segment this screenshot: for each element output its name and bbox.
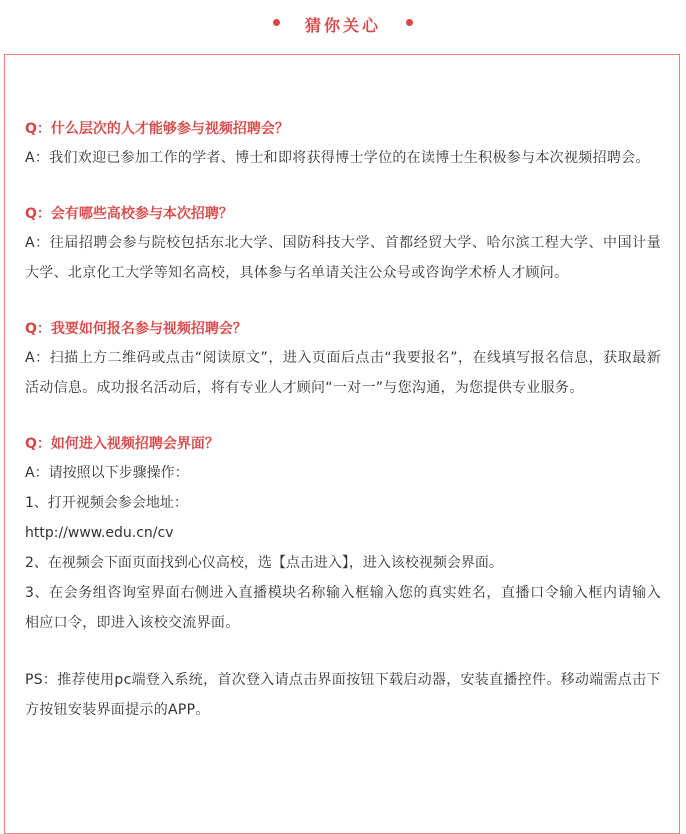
left-dot-icon	[273, 19, 280, 26]
faq-step: A：请按照以下步骤操作：	[25, 465, 189, 481]
faq-item	[25, 430, 661, 638]
faq-answer: A：扫描上方二维码或点击“阅读原文”，进入页面后点击“我要报名”，在线填写报名信息，获取最新活动信息。成功报名活动后，将有专业人才顾问“一对一”与您沟通，为您提供专业服务。	[25, 350, 661, 396]
faq-item	[25, 200, 661, 288]
faq-answer: A：往届招聘会参与院校包括东北大学、国防科技大学、首都经贸大学、哈尔滨工程大学、中国计量大学、北京化工大学等知名高校，具体参与名单请关注公众号或咨询学术桥人才顾问。	[25, 235, 661, 281]
faq-question: Q：什么层次的人才能够参与视频招聘会？	[25, 121, 289, 137]
right-dot-icon	[406, 19, 413, 26]
faq-question: Q：我要如何报名参与视频招聘会？	[25, 321, 247, 337]
section-title: 猜你关心	[304, 16, 381, 35]
faq-item	[25, 115, 661, 173]
faq-card	[4, 54, 680, 834]
ps-note: PS：推荐使用pc端登入系统，首次登入请点击界面按钮下载启动器，安装直播控件。移动端需点击下方按钮安装界面提示的APP。	[25, 672, 661, 718]
faq-question: Q：如何进入视频招聘会界面？	[25, 436, 219, 452]
faq-answer: A：我们欢迎已参加工作的学者、博士和即将获得博士学位的在读博士生积极参与本次视频招聘会。	[25, 150, 650, 166]
faq-question: Q：会有哪些高校参与本次招聘？	[25, 206, 233, 222]
faq-step: 3、在会务组咨询室界面右侧进入直播模块名称输入框输入您的真实姓名，直播口令输入框内请输入相应口令，即进入该校交流界面。	[25, 585, 661, 631]
section-header	[0, 13, 686, 39]
faq-step: 2、在视频会下面页面找到心仪高校，选【点击进入】，进入该校视频会界面。	[25, 555, 503, 571]
faq-item	[25, 315, 661, 403]
conference-url-link[interactable]: http://www.edu.cn/cv	[25, 525, 174, 541]
faq-step: 1、打开视频会参会地址：	[25, 495, 188, 511]
